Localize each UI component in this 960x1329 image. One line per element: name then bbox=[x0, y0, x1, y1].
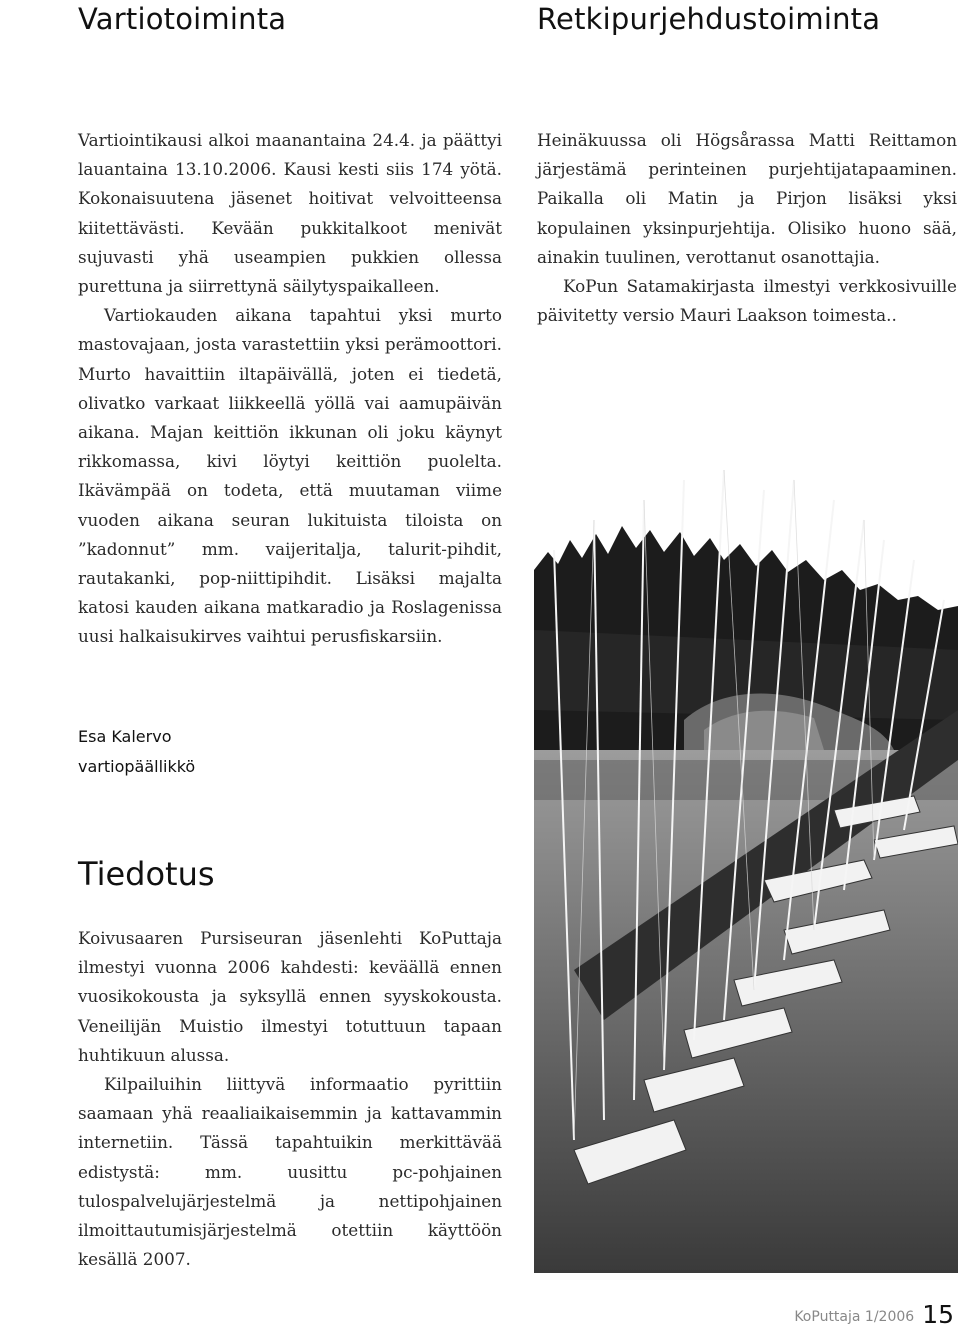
retkipurjehdus-body bbox=[537, 126, 957, 330]
vartiotoiminta-body bbox=[78, 126, 502, 652]
page-number: 15 bbox=[922, 1300, 954, 1329]
signature bbox=[78, 722, 195, 782]
section-heading-tiedotus: Tiedotus bbox=[78, 855, 215, 893]
paragraph: KoPun Satamakirjasta ilmestyi verkkosivuille päivitetty versio Mauri Laakson toimesta.. bbox=[537, 276, 957, 326]
marina-photo bbox=[534, 460, 958, 1273]
section-heading-retkipurjehdustoiminta: Retkipurjehdustoiminta bbox=[537, 2, 881, 36]
tiedotus-body bbox=[78, 924, 502, 1274]
page-footer bbox=[794, 1300, 954, 1329]
paragraph: Koivusaaren Pursiseuran jäsenlehti KoPuttaja ilmestyi vuonna 2006 kahdesti: keväällä ennen vuosikokousta ja syksyllä ennen syyskokousta. Veneilijän Muistio ilmestyi totuttuun tapaan huhtikuun alussa. bbox=[78, 928, 502, 1065]
paragraph: Vartiointikausi alkoi maanantaina 24.4. ja päättyi lauantaina 13.10.2006. Kausi kesti siis 174 yötä. Kokonaisuutena jäsenet hoitivat velvoitteensa kiitettävästi. Kevään pukkitalkoot menivät sujuvasti yhä useampien pukkien ollessa purettuna ja siirrettynä säilytyspaikalleen. bbox=[78, 130, 502, 297]
signature-role: vartiopäällikkö bbox=[78, 757, 196, 776]
signature-name: Esa Kalervo bbox=[78, 727, 172, 746]
marina-illustration bbox=[534, 460, 958, 1273]
paragraph: Vartiokauden aikana tapahtui yksi murto mastovajaan, josta varastettiin yksi perämoottori. Murto havaittiin iltapäivällä, joten ei tiedetä, olivatko varkaat liikkeellä yöllä vai aamupäivän aikana. Majan keittiön ikkunan oli joku käynyt rikkomassa, kivi löytyi keittiön puolelta. Ikävämpää on todeta, että muutaman viime vuoden aikana seuran lukituista tiloista on ”kadonnut” mm. vaijeritalja, talurit-pihdit, rautakanki, pop-niittipihdit. Lisäksi majalta katosi kauden aikana matkaradio ja Roslagenissa uusi halkaisukirves vaihtui perusfiskarsiin. bbox=[78, 305, 502, 647]
magazine-name: KoPuttaja 1/2006 bbox=[794, 1309, 915, 1325]
section-heading-vartiotoiminta: Vartiotoiminta bbox=[78, 2, 287, 36]
paragraph: Heinäkuussa oli Högsårassa Matti Reittamon järjestämä perinteinen purjehtijatapaaminen. Paikalla oli Matin ja Pirjon lisäksi yksi kopulainen yksinpurjehtija. Olisiko huono sää, ainakin tuulinen, verottanut osanottajia. bbox=[537, 130, 957, 267]
paragraph: Kilpailuihin liittyvä informaatio pyrittiin saamaan yhä reaaliaikaisemmin ja kattavammin internetiin. Tässä tapahtuikin merkittävää edistystä: mm. uusittu pc-pohjainen tulospalvelujärjestelmä ja nettipohjainen ilmoittautumisjärjestelmä otettiin käyttöön kesällä 2007. bbox=[78, 1074, 502, 1270]
